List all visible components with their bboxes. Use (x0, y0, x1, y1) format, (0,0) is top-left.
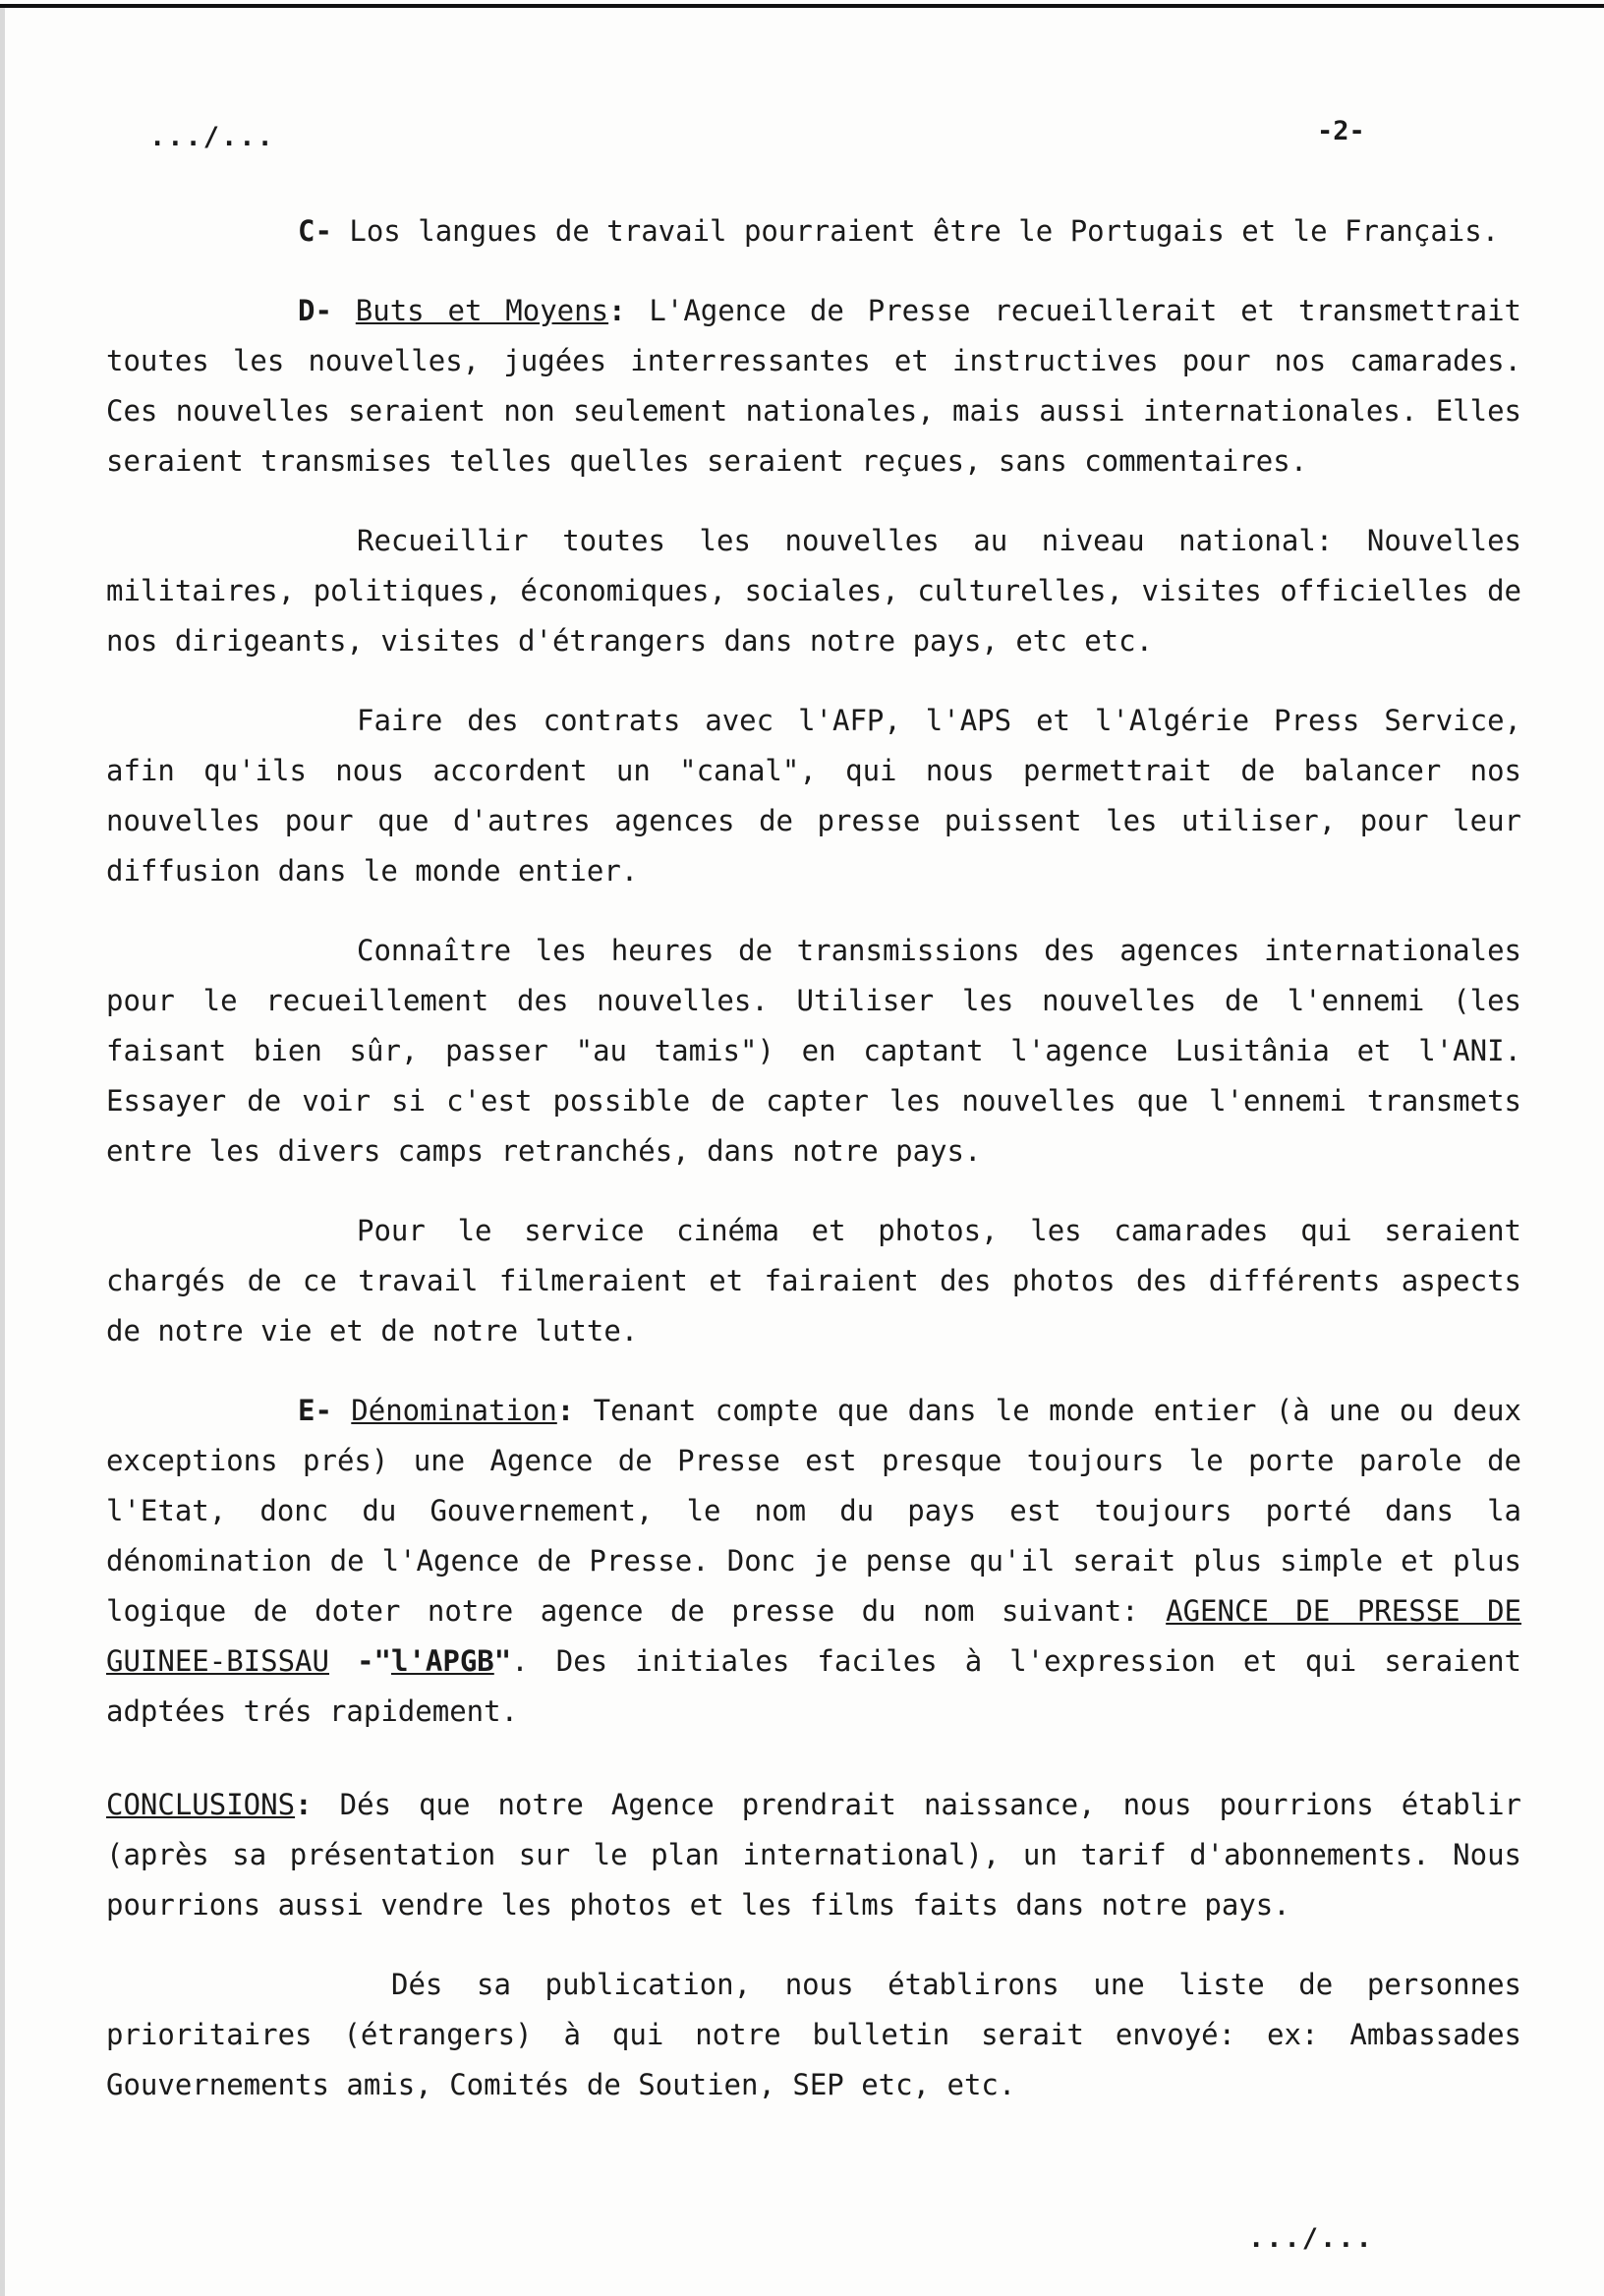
section-d-paragraph-1: Recueillir toutes les nouvelles au niveau national: Nouvelles militaires, politiques, économiques, sociales, culturelles, visites officielles de nos dirigeants, visites d'étrangers dans notre pays, etc etc. (106, 524, 1521, 658)
section-d-label: D- (298, 294, 332, 327)
conclusions-paragraph-2: Dés sa publication, nous établirons une liste de personnes prioritaires (étrangers) à qui notre bulletin serait envoyé: ex: Ambassades Gouvernements amis, Comités de Soutien, SEP etc, etc. (106, 1968, 1521, 2101)
agency-acronym: l'APGB (390, 1644, 494, 1678)
section-d-paragraph-3: Connaître les heures de transmissions des agences internationales pour le recueillement des nouvelles. Utiliser les nouvelles de l'ennemi (les faisant bien sûr, passer "au tamis") en captant l'agence Lusitânia et l'ANI. Essayer de voir si c'est possible de capter les nouvelles que l'ennemi transmets entre les divers camps retranchés, dans notre pays. (106, 934, 1521, 1168)
section-d-intro-text: L'Agence de Presse recueillerait et transmettrait toutes les nouvelles, jugées interressantes et instructives pour nos camarades. Ces nouvelles seraient non seulement nationales, mais aussi internationales. Elles seraient transmises telles quelles seraient reçues, sans commentaires. (106, 294, 1521, 478)
section-d-title: Buts et Moyens (355, 294, 609, 327)
section-d-intro (106, 286, 1521, 487)
section-d-paragraph-2: Faire des contrats avec l'AFP, l'APS et l'Algérie Press Service, afin qu'ils nous accordent un "canal", qui nous permettrait de balancer nos nouvelles pour que d'autres agences de presse puissent les utiliser, pour leur diffusion dans le monde entier. (106, 704, 1521, 888)
section-e-label: E- (298, 1394, 332, 1427)
agency-dash-quote: -" (328, 1644, 391, 1678)
section-e-title: Dénomination (351, 1394, 557, 1427)
section-d-sep: : (608, 294, 626, 327)
scan-top-border (0, 4, 1604, 8)
agency-name: AGENCE DE PRESSE DE GUINEE-BISSAU (106, 1594, 1521, 1678)
section-e-sep: : (556, 1394, 575, 1427)
conclusions-sep: : (295, 1788, 313, 1821)
conclusions-text: Dés que notre Agence prendrait naissance, nous pourrions établir (après sa présentation sur le plan international), un tarif d'abonnements. Nous pourrions aussi vendre les photos et les films faits dans notre pays. (106, 1788, 1522, 1922)
conclusions-title: CONCLUSIONS (106, 1788, 296, 1821)
scan-left-border (0, 8, 5, 2296)
section-c-text: Los langues de travail pourraient être le Portugais et le Français. (349, 214, 1500, 248)
section-c-label: C- (298, 214, 332, 248)
section-e-text-after: . Des initiales faciles à l'expression et qui seraient adptées trés rapidement. (106, 1644, 1521, 1728)
section-c (106, 206, 1521, 257)
section-d-paragraph-4: Pour le service cinéma et photos, les camarades qui seraient chargés de ce travail filmeraient et fairaient des photos des différents aspects de notre vie et de notre lutte. (106, 1214, 1521, 1348)
section-e (106, 1386, 1521, 1737)
continuation-footer: .../... (1248, 2223, 1374, 2254)
agency-close-quote: " (493, 1644, 512, 1678)
conclusions (106, 1780, 1521, 1930)
page-number: -2- (1317, 116, 1365, 146)
continuation-mark: .../... (149, 122, 275, 152)
document-body (106, 206, 1521, 2140)
section-e-text: Tenant compte que dans le monde entier (à une ou deux exceptions prés) une Agence de Presse est presque toujours le porte parole de l'Etat, donc du Gouvernement, le nom du pays est toujours porté dans la dénomination de l'Agence de Presse. Donc je pense qu'il serait plus simple et plus logique de doter notre agence de presse du nom suivant: (106, 1394, 1521, 1628)
